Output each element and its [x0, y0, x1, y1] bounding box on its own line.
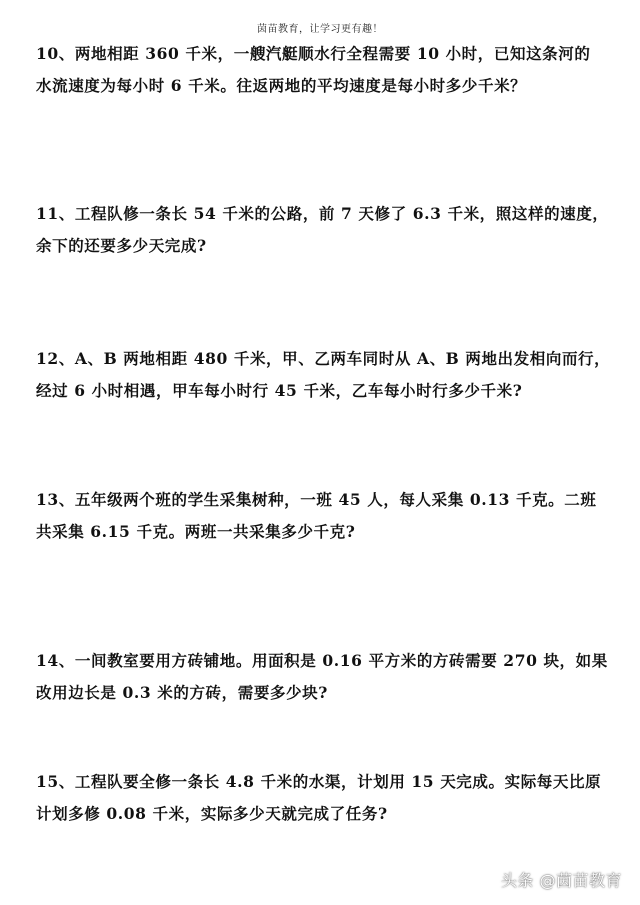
problem-10: [36, 38, 608, 102]
problem-14-line-2: 改用边长是 0.3 米的方砖，需要多少块?: [36, 683, 328, 702]
problem-11-line-2: 余下的还要多少天完成?: [36, 236, 207, 255]
problem-15: [36, 766, 608, 830]
problem-14-line-1: 14、一间教室要用方砖铺地。用面积是 0.16 平方米的方砖需要 270 块，如果: [36, 651, 608, 670]
problem-15-line-1: 15、工程队要全修一条长 4.8 千米的水渠，计划用 15 天完成。实际每天比原: [36, 772, 602, 791]
problem-10-line-1: 10、两地相距 360 千米，一艘汽艇顺水行全程需要 10 小时，已知这条河的: [36, 44, 591, 63]
problem-12-line-2: 经过 6 小时相遇，甲车每小时行 45 千米，乙车每小时行多少千米?: [36, 381, 523, 400]
problem-13-line-2: 共采集 6.15 千克。两班一共采集多少千克?: [36, 522, 356, 541]
problem-15-line-2: 计划多修 0.08 千米，实际多少天就完成了任务?: [36, 804, 388, 823]
watermark: 头条 @茵苗教育: [500, 871, 622, 890]
problem-11-line-1: 11、工程队修一条长 54 千米的公路，前 7 天修了 6.3 千米，照这样的速度，: [36, 204, 609, 223]
problem-12: [36, 343, 611, 407]
problem-10-line-2: 水流速度为每小时 6 千米。往返两地的平均速度是每小时多少千米？: [36, 76, 527, 95]
problem-12-line-1: 12、A、B 两地相距 480 千米，甲、乙两车同时从 A、B 两地出发相向而行，: [36, 349, 611, 368]
problem-13: [36, 484, 608, 548]
page-header: 茵苗教育，让学习更有趣！: [257, 24, 383, 35]
problem-13-line-1: 13、五年级两个班的学生采集树种，一班 45 人，每人采集 0.13 千克。二班: [36, 490, 597, 509]
problem-14: [36, 645, 608, 709]
problem-11: [36, 198, 608, 262]
